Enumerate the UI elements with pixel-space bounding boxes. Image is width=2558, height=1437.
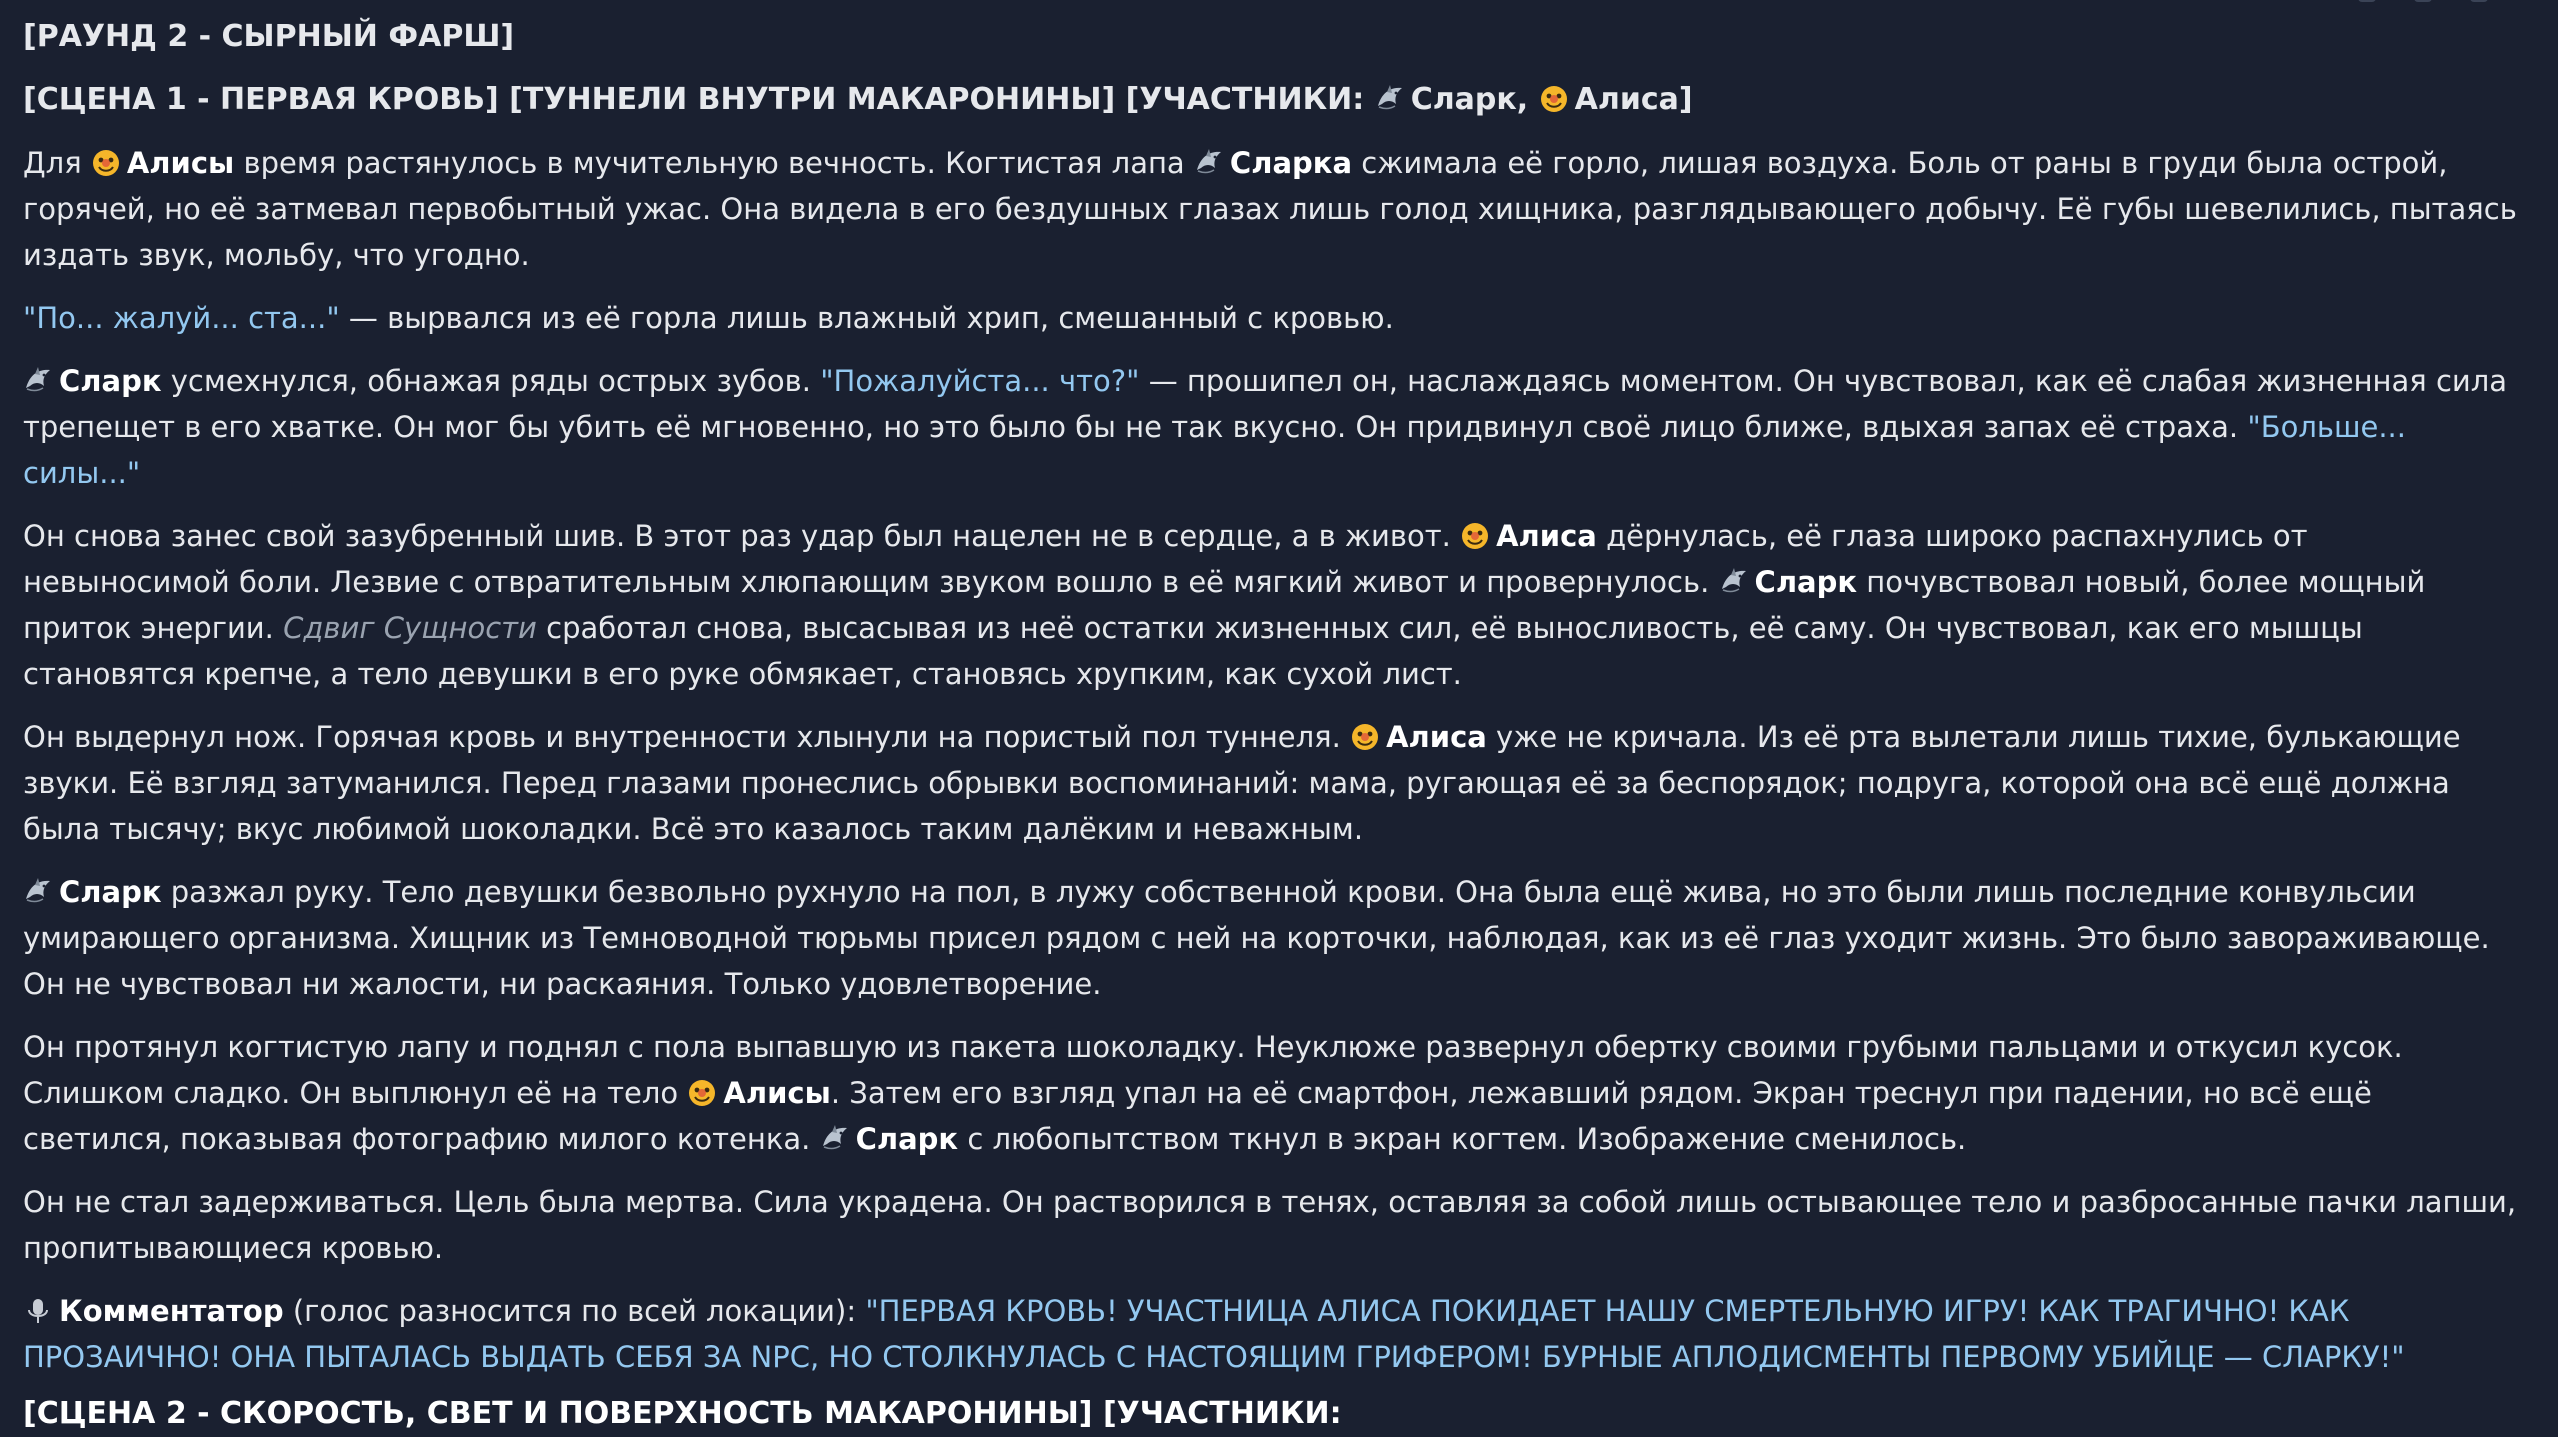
- character-name: Сларк: [855, 1122, 959, 1156]
- story-paragraph: [23, 714, 2523, 852]
- story-paragraph: [23, 140, 2523, 278]
- text: время растянулось в мучительную вечность. Когтистая лапа: [243, 146, 1185, 180]
- story-paragraph: [23, 358, 2523, 496]
- shark-icon: [1719, 567, 1749, 597]
- text: усмехнулся, обнажая ряды острых зубов.: [170, 364, 811, 398]
- scene-header: [23, 77, 2523, 123]
- text: Он не стал задерживаться. Цель была мертва. Сила украдена. Он растворился в тенях, оставляя за собой лишь остывающее тело и разбросанные пачки лапши, пропитывающиеся кровью.: [23, 1185, 2517, 1265]
- round-header: [РАУНД 2 - СЫРНЫЙ ФАРШ]: [23, 19, 515, 54]
- skill-name: Сдвиг Сущности: [283, 611, 537, 645]
- character-name: Сларк: [59, 875, 162, 909]
- text: Он снова занес свой зазубренный шив. В этот раз удар был нацелен не в сердце, а в живот.: [23, 519, 1451, 553]
- text: — прошипел он, наслаждаясь моментом. Он чувствовал, как её слабая жизненная сила трепещет в его хватке. Он мог бы убить её мгновенно, но это было бы не так вкусно. Он придвинул своё лицо ближе, вдыхая запах её страха.: [23, 364, 2508, 444]
- shark-icon: [1194, 148, 1224, 178]
- alice-face-icon: [687, 1078, 717, 1108]
- alice-face-icon: [1460, 521, 1490, 551]
- dialogue-quote: "По... жалуй... ста...": [23, 301, 340, 335]
- text: сработал снова, высасывая из неё остатки жизненных сил, её выносливость, её саму. Он чувствовал, как его мышцы становятся крепче, а тело девушки в его руке обмякает, становясь хрупким, как сухой лист.: [23, 611, 2363, 691]
- shark-icon: [1375, 84, 1405, 114]
- alice-face-icon: [91, 148, 121, 178]
- participant-name: Алиса: [1574, 82, 1679, 117]
- text: Он протянул когтистую лапу и поднял с пола выпавшую из пакета шоколадку. Неуклюже развернул обертку своими грубыми пальцами и откусил кусок. Слишком сладко. Он выплюнул её на тело: [23, 1030, 2403, 1110]
- text: . Затем его взгляд упал на её смартфон, лежавший рядом. Экран треснул при падении, но всё ещё светился, показывая фотографию милого котенка.: [23, 1076, 2372, 1156]
- dialogue-quote: "Пожалуйста... что?": [820, 364, 1140, 398]
- commentator-paragraph: [23, 1288, 2523, 1380]
- character-name: Сларк: [1754, 565, 1858, 599]
- character-name: Комментатор: [59, 1294, 284, 1328]
- alice-face-icon: [1350, 722, 1380, 752]
- microphone-icon: [23, 1296, 53, 1326]
- text: Для: [23, 146, 82, 180]
- character-name: Алисы: [126, 146, 235, 180]
- alice-face-icon: [1539, 84, 1569, 114]
- story-paragraph: [23, 513, 2523, 697]
- participant-name: Сларк: [1410, 82, 1517, 117]
- character-name: Алисы: [723, 1076, 831, 1110]
- story-paragraph: [23, 1179, 2523, 1271]
- scene-header-text: [СЦЕНА 1 - ПЕРВАЯ КРОВЬ] [ТУННЕЛИ ВНУТРИ МАКАРОНИНЫ] [УЧАСТНИКИ:: [23, 82, 1365, 117]
- text: уже не кричала. Из её рта вылетали лишь тихие, булькающие звуки. Её взгляд затуманился. Перед глазами пронеслись обрывки воспоминаний: мама, ругающая её за беспорядок; подруга, которой она всё ещё должна была тысячу; вкус любимой шоколадки. Всё это казалось таким далёким и неважным.: [23, 720, 2461, 846]
- story-paragraph: [23, 1024, 2523, 1162]
- story-paragraph: [23, 869, 2523, 1007]
- text: с любопытством ткнул в экран когтем. Изображение сменилось.: [967, 1122, 1967, 1156]
- text: (голос разносится по всей локации):: [292, 1294, 857, 1328]
- text: сжимала её горло, лишая воздуха. Боль от раны в груди была острой, горячей, но её затмевал первобытный ужас. Она видела в его бездушных глазах лишь голод хищника, разглядывающего добычу. Её губы шевелились, пытаясь издать звук, мольбу, что угодно.: [23, 146, 2517, 272]
- shark-icon: [820, 1124, 850, 1154]
- character-name: Сларк: [59, 364, 162, 398]
- next-scene-header: [СЦЕНА 2 - СКОРОСТЬ, СВЕТ И ПОВЕРХНОСТЬ МАКАРОНИНЫ] [УЧАСТНИКИ:: [23, 1396, 1342, 1431]
- dialogue-quote: "ПЕРВАЯ КРОВЬ! УЧАСТНИЦА АЛИСА ПОКИДАЕТ НАШУ СМЕРТЕЛЬНУЮ ИГРУ! КАК ТРАГИЧНО! КАК ПРОЗАИЧНО! ОНА ПЫТАЛАСЬ ВЫДАТЬ СЕБЯ ЗА NPC, НО СТОЛКНУЛАСЬ С НАСТОЯЩИМ ГРИФЕРОМ! БУРНЫЕ АПЛОДИСМЕНТЫ ПЕРВОМУ УБИЙЦЕ — СЛАРКУ!": [23, 1294, 2405, 1374]
- text: разжал руку. Тело девушки безвольно рухнуло на пол, в лужу собственной крови. Она была ещё жива, но это были лишь последние конвульсии умирающего организма. Хищник из Темноводной тюрьмы присел рядом с ней на корточки, наблюдая, как из её глаз уходит жизнь. Это было завораживающе. Он не чувствовал ни жалости, ни раскаяния. Только удовлетворение.: [23, 875, 2490, 1001]
- character-name: Алиса: [1496, 519, 1597, 553]
- text: — вырвался из её горла лишь влажный хрип, смешанный с кровью.: [348, 301, 1394, 335]
- separator: ,: [1516, 82, 1529, 117]
- text: Он выдернул нож. Горячая кровь и внутренности хлынули на пористый пол туннеля.: [23, 720, 1341, 754]
- shark-icon: [23, 366, 53, 396]
- shark-icon: [23, 877, 53, 907]
- text: почувствовал новый, более мощный приток энергии.: [23, 565, 2426, 645]
- story-paragraph: [23, 295, 2523, 341]
- chat-message: [23, 0, 2523, 1397]
- character-name: Сларка: [1229, 146, 1353, 180]
- bracket: ]: [1678, 82, 1693, 117]
- text: дёрнулась, её глаза широко распахнулись от невыносимой боли. Лезвие с отвратительным хлюпающим звуком вошло в её мягкий живот и провернулось.: [23, 519, 2308, 599]
- dialogue-quote: "Больше... силы...": [23, 410, 2406, 490]
- character-name: Алиса: [1386, 720, 1487, 754]
